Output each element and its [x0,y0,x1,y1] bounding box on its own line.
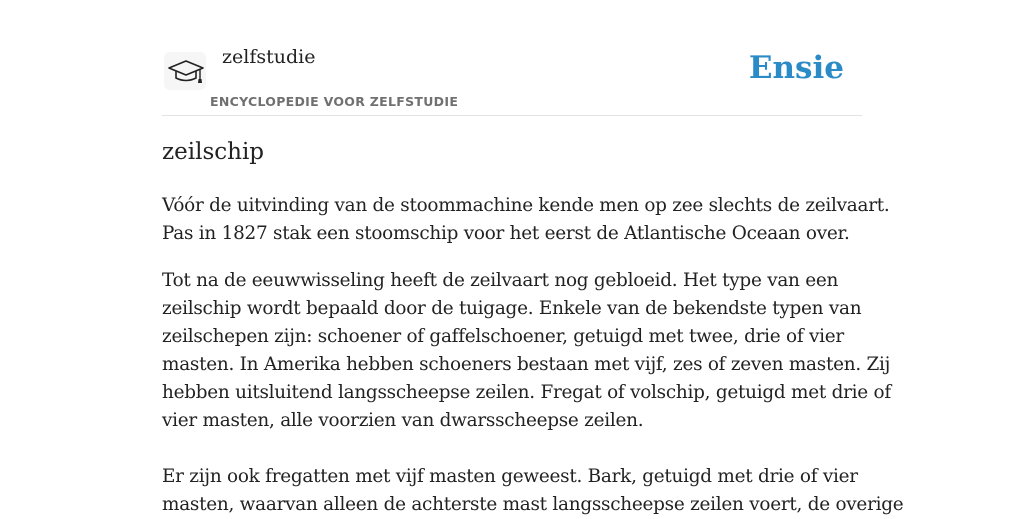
site-subtitle: ENCYCLOPEDIE VOOR ZELFSTUDIE [210,94,459,109]
article-paragraph-2 [162,267,891,435]
paragraph-line: masten, waarvan alleen de achterste mast langsscheepse zeilen voert, de overige [162,494,904,515]
paragraph-line: vier masten, alle voorzien van dwarsscheepse zeilen. [162,410,644,431]
page-container [162,0,904,515]
paragraph-line: zeilschip wordt bepaald door de tuigage. Enkele van de bekendste typen van [162,298,862,319]
article-paragraph-1 [162,192,890,248]
paragraph-line: hebben uitsluitend langsscheepse zeilen. Fregat of volschip, getuigd met drie of [162,382,891,403]
paragraph-line: Pas in 1827 stak een stoomschip voor het eerst de Atlantische Oceaan over. [162,223,850,244]
brand-logo-link[interactable]: Ensie [748,50,844,86]
site-header [162,0,862,116]
paragraph-line: Er zijn ook fregatten met vijf masten geweest. Bark, getuigd met drie of vier [162,466,858,487]
paragraph-line: Vóór de uitvinding van de stoommachine kende men op zee slechts de zeilvaart. [162,195,890,216]
paragraph-line: Tot na de eeuwwisseling heeft de zeilvaart nog gebloeid. Het type van een [162,270,839,291]
article-paragraph-3 [162,463,904,519]
paragraph-line: masten. In Amerika hebben schoeners bestaan met vijf, zes of zeven masten. Zij [162,354,891,375]
paragraph-line: zeilschepen zijn: schoener of gaffelschoener, getuigd met twee, drie of vier [162,326,844,347]
graduation-cap-icon[interactable] [164,52,206,90]
article-title: zeilschip [162,139,265,165]
site-name-link[interactable]: zelfstudie [222,46,316,68]
